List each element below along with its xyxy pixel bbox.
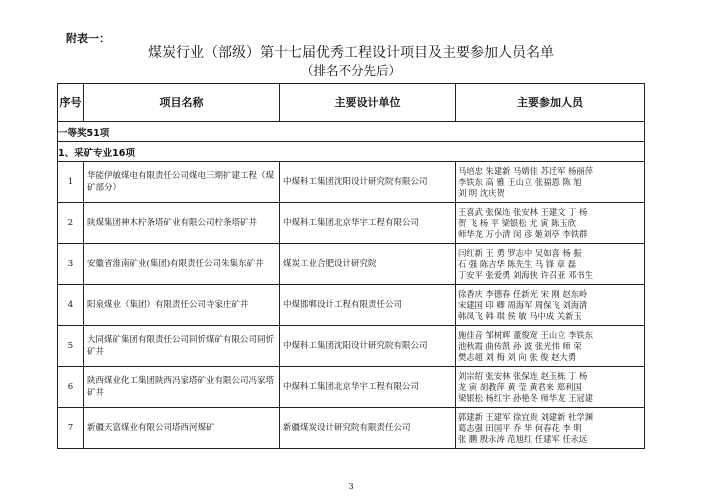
participant-line: 徐香庆 李德春 任新光 宋 刚 赵东岭 [458,288,588,299]
project-name: 阳泉煤业（集团）有限责任公司寺家庄矿井 [84,285,280,326]
row-number: 4 [58,285,84,326]
participant-line: 李铁东 高 雅 王山立 张福恩 陈 旭 [458,176,582,187]
attachment-label: 附表一： [66,32,110,45]
participant-line: 丁安平 张爱勇 刘海侠 许召亚 邓书生 [458,269,594,280]
participant-line: 郭建新 王建军 徐宜贵 刘建新 杜学渊 [458,411,594,422]
table-row [58,203,645,244]
design-unit: 中煤科工集团北京华宇工程有限公司 [280,203,456,244]
participants [456,408,645,449]
table-row [58,285,645,326]
participant-line: 龙 寅 胡教萍 黄 莹 黄君来 郑利国 [458,381,582,392]
row-number: 6 [58,367,84,408]
project-name: 陕煤集团神木柠条塔矿业有限公司柠条塔矿井 [84,203,280,244]
participant-line: 宋建国 印 卿 周海军 周保飞 刘海清 [458,299,588,310]
category-heading-row [58,142,645,162]
table-row [58,408,645,449]
header-people: 主要参加人员 [456,84,645,122]
participant-line: 闫红新 王 勇 罗志中 吴如喜 杨 振 [458,247,582,258]
design-unit: 中煤科工集团沈阳设计研究院有限公司 [280,326,456,367]
page-number: 3 [348,482,354,491]
participants [456,203,645,244]
header-unit: 主要设计单位 [280,84,456,122]
design-unit: 新疆煤炭设计研究院有限责任公司 [280,408,456,449]
participant-line: 梁银松 杨红宇 孙艳冬 师华龙 王冠建 [458,392,594,403]
participant-line: 王喜武 张保连 张安林 王建文 丁 杨 [458,206,588,217]
row-number: 5 [58,326,84,367]
participant-line: 刘宗绍 张安林 张保连 赵玉栋 丁 杨 [458,370,588,381]
project-name: 陕西煤业化工集团陕西冯家塔矿业有限公司冯家塔矿井 [84,367,280,408]
prize-heading: 一等奖51项 [58,122,645,142]
participant-line: 马培忠 朱建新 马婧佳 苏迁军 杨丽萍 [458,165,594,176]
participant-line: 韩凤飞 韩 琪 侯 敏 马中成 关新玉 [458,310,582,321]
participants [456,244,645,285]
table-row [58,326,645,367]
table-row [58,162,645,203]
participant-line: 师华龙 万小清 闵 彦 姬刘亭 李铁群 [458,228,588,239]
header-no: 序号 [58,84,84,122]
row-number: 3 [58,244,84,285]
row-number: 7 [58,408,84,449]
document-subtitle: （排名不分先后） [300,63,401,78]
participant-line: 施佳音 邹树辉 董俊宽 王山立 李铁东 [458,329,594,340]
design-unit: 中煤邯郸设计工程有限责任公司 [280,285,456,326]
participants [456,367,645,408]
row-number: 2 [58,203,84,244]
design-unit: 中煤科工集团沈阳设计研究院有限公司 [280,162,456,203]
participant-line: 樊志超 刘 梅 刘 向 张 俊 赵大勇 [458,351,577,362]
project-name: 新疆天富煤业有限公司塔西河煤矿 [84,408,280,449]
award-table [57,83,645,449]
participants [456,285,645,326]
project-name: 安徽省淮南矿业(集团)有限责任公司朱集东矿井 [84,244,280,285]
participant-line: 石 强 陈吉华 陈先生 马 锋 章 磊 [458,258,577,269]
participant-line: 刘 明 沈庆贺 [458,187,505,198]
table-row [58,367,645,408]
project-name: 大同煤矿集团有限责任公司同忻煤矿有限公司同忻矿井 [84,326,280,367]
participants [456,162,645,203]
table-row [58,244,645,285]
participant-line: 葛志强 田国平 乔 华 何春花 李 明 [458,422,582,433]
row-number: 1 [58,162,84,203]
category-heading: 1、采矿专业16项 [58,142,645,162]
document-title: 煤炭行业（部级）第十七届优秀工程设计项目及主要参加人员名单 [148,45,554,61]
prize-heading-row [58,122,645,142]
participant-line: 张 鹏 殷永涛 范旭红 任建军 任永远 [458,433,588,444]
header-project: 项目名称 [84,84,280,122]
table-header-row [58,84,645,122]
participants [456,326,645,367]
participant-line: 池秋霞 曲传凯 孙 波 张光伟 师 荣 [458,340,582,351]
design-unit: 中煤科工集团北京华宇工程有限公司 [280,367,456,408]
participant-line: 贺 飞 杨 平 梁银松 尤 寅 陈玉欣 [458,217,577,228]
project-name: 华能伊敏煤电有限责任公司煤电三期扩建工程（煤矿部分） [84,162,280,203]
design-unit: 煤炭工业合肥设计研究院 [280,244,456,285]
